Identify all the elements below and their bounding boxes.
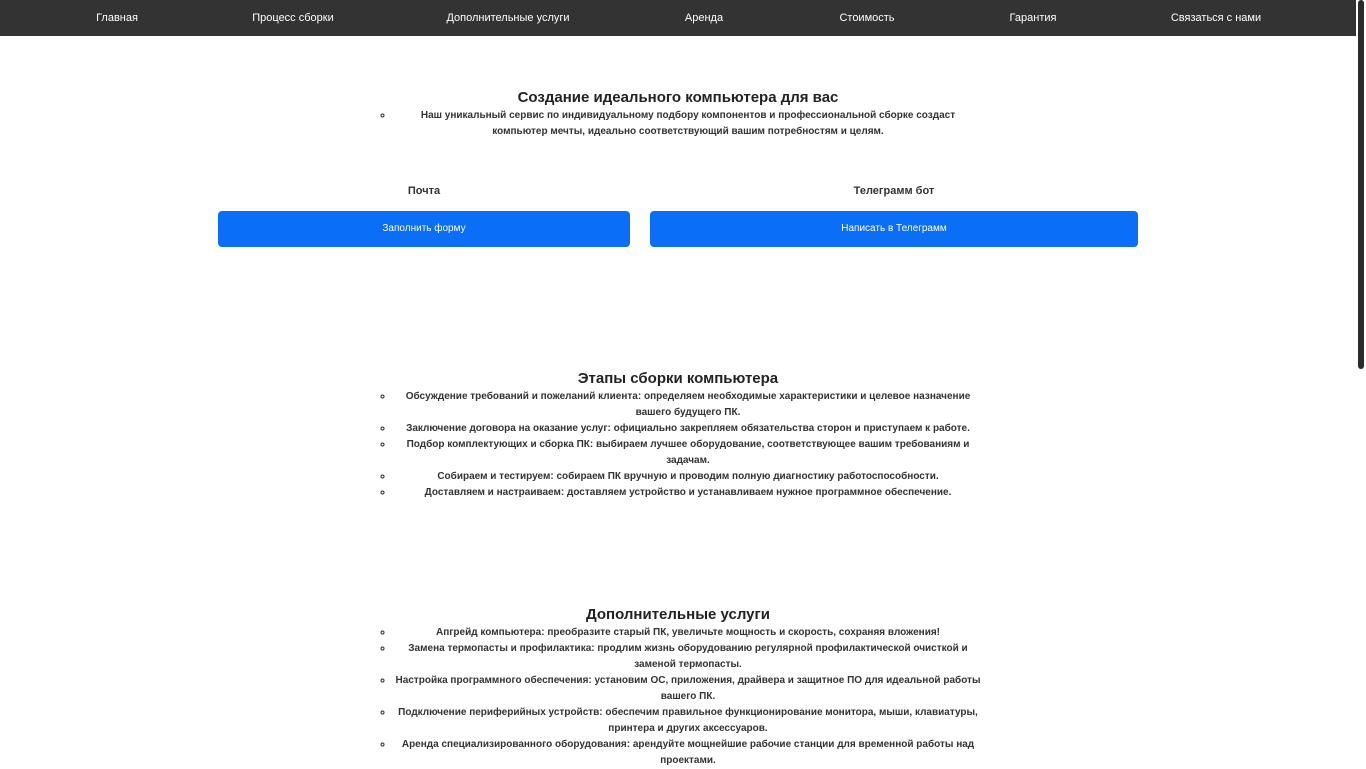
list-item: ◦ Заключение договора на оказание услуг: официально закрепляем обязательства сторон и приступаем к работе. bbox=[393, 421, 983, 437]
services-title: Дополнительные услуги bbox=[586, 606, 770, 623]
telegram-title: Телеграмм бот bbox=[853, 185, 935, 197]
mail-contact bbox=[218, 183, 630, 199]
list-item: ◦ Обсуждение требований и пожеланий клиента: определяем необходимые характеристики и целевое назначение вашего будущего ПК. bbox=[393, 389, 983, 421]
nav-link-process[interactable]: Процесс сборки bbox=[252, 12, 334, 24]
list-item: ◦ Апгрейд компьютера: преобразите старый ПК, увеличьте мощность и скорость, сохраняя вложения! bbox=[393, 625, 983, 641]
nav-link-services[interactable]: Дополнительные услуги bbox=[446, 12, 570, 24]
nav-link-rent[interactable]: Аренда bbox=[684, 12, 724, 24]
hero-section bbox=[0, 88, 1356, 140]
nav-link-home[interactable]: Главная bbox=[96, 12, 138, 24]
fill-form-button[interactable]: Заполнить форму bbox=[218, 211, 630, 247]
process-title: Этапы сборки компьютера bbox=[577, 370, 779, 387]
hero-title: Создание идеального компьютера для вас bbox=[517, 89, 839, 106]
list-item: ◦ Подбор комплектующих и сборка ПК: выбираем лучшее оборудование, соответствующее вашим требованиям и задачам. bbox=[393, 437, 983, 469]
list-item: ◦ Аренда специализированного оборудования: арендуйте мощнейшие рабочие станции для временной работы над проектами. bbox=[393, 737, 983, 769]
process-list bbox=[373, 389, 983, 501]
services-section bbox=[0, 605, 1356, 769]
nav-link-contact[interactable]: Связаться с нами bbox=[1170, 12, 1262, 24]
nav-link-price[interactable]: Стоимость bbox=[839, 12, 895, 24]
list-item: ◦ Подключение периферийных устройств: обеспечим правильное функционирование монитора, мыши, клавиатуры, принтера и других аксессуаров. bbox=[393, 705, 983, 737]
process-section bbox=[0, 369, 1356, 501]
mail-title: Почта bbox=[407, 185, 441, 197]
nav-link-warranty[interactable]: Гарантия bbox=[1009, 12, 1057, 24]
scrollbar-thumb[interactable] bbox=[1358, 0, 1364, 369]
telegram-button[interactable]: Написать в Телеграмм bbox=[650, 211, 1138, 247]
top-navbar bbox=[0, 0, 1356, 36]
list-item: ◦ Наш уникальный сервис по индивидуальному подбору компонентов и профессиональной сборке создаст компьютер мечты, идеально соответствующий вашим потребностям и целям. bbox=[393, 108, 983, 140]
list-item: ◦ Замена термопасты и профилактика: продлим жизнь оборудованию регулярной профилактической очисткой и заменой термопасты. bbox=[393, 641, 983, 673]
telegram-contact bbox=[650, 183, 1138, 199]
list-item: ◦ Доставляем и настраиваем: доставляем устройство и устанавливаем нужное программное обеспечение. bbox=[393, 485, 983, 501]
page-scrollbar[interactable] bbox=[1356, 0, 1366, 768]
list-item: ◦ Настройка программного обеспечения: установим ОС, приложения, драйвера и защитное ПО для идеальной работы вашего ПК. bbox=[393, 673, 983, 705]
services-list bbox=[373, 625, 983, 769]
list-item: ◦ Собираем и тестируем: собираем ПК вручную и проводим полную диагностику работоспособности. bbox=[393, 469, 983, 485]
hero-list bbox=[373, 108, 983, 140]
